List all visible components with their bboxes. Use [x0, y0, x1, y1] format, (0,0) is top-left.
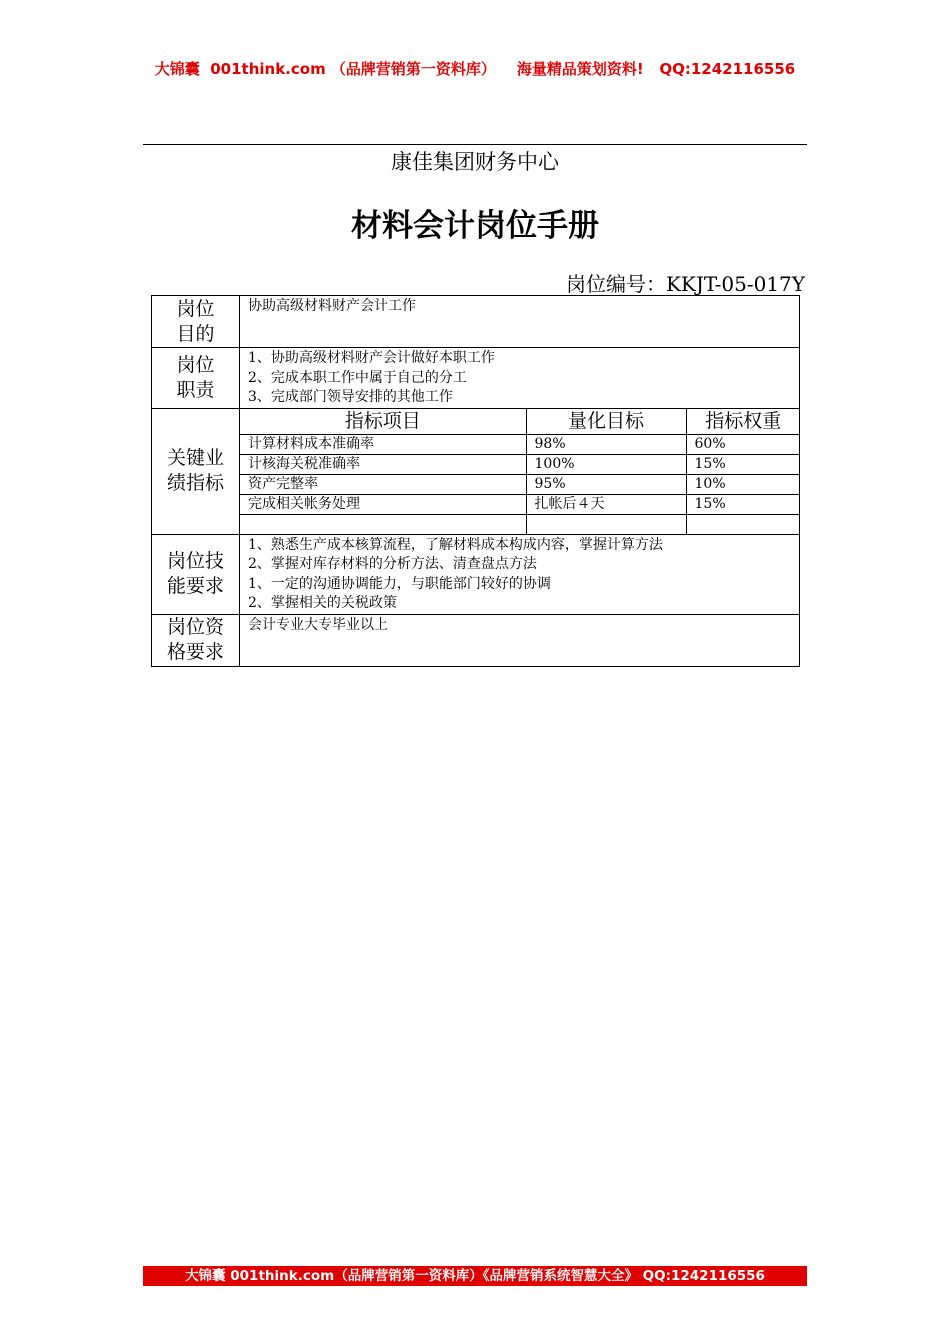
kpi-header-target: 量化目标: [526, 409, 686, 435]
duties-cell: [240, 348, 800, 409]
qualifications-text: 会计专业大专毕业以上: [248, 616, 388, 633]
organization-name: 康佳集团财务中心: [391, 150, 559, 174]
kpi-item: [240, 514, 526, 534]
purpose-label: 岗位目的: [152, 296, 240, 348]
kpi-target: [526, 514, 686, 534]
skill-item: 2、掌握相关的关税政策: [248, 595, 397, 611]
document-title: 材料会计岗位手册: [351, 208, 599, 244]
kpi-header-weight: 指标权重: [686, 409, 800, 435]
skills-cell: [240, 534, 800, 614]
skills-row: [152, 534, 800, 614]
position-table: [151, 295, 800, 667]
duty-item: 1、协助高级材料财产会计做好本职工作: [248, 350, 495, 366]
duties-label: 岗位职责: [152, 348, 240, 409]
kpi-header-item: 指标项目: [240, 409, 526, 435]
skill-item: 2、掌握对库存材料的分析方法、清查盘点方法: [248, 556, 537, 572]
kpi-target: 扎帐后４天: [526, 494, 686, 514]
kpi-table: [240, 409, 800, 534]
duty-item: 2、完成本职工作中属于自己的分工: [248, 369, 467, 386]
header-banner: 大锦囊 001think.com （品牌营销第一资料库） 海量精品策划资料! QQ:1242116556: [154, 60, 796, 78]
kpi-item: 完成相关帐务处理: [240, 494, 526, 514]
kpi-header-row: [240, 409, 800, 435]
header-rule: [143, 144, 807, 145]
skill-item: 1、熟悉生产成本核算流程，了解材料成本构成内容，掌握计算方法: [248, 536, 663, 553]
kpi-target: 100%: [526, 454, 686, 474]
kpi-weight: 15%: [686, 454, 800, 474]
kpi-item: 计核海关税准确率: [240, 454, 526, 474]
kpi-row: [152, 408, 800, 534]
purpose-cell: [240, 296, 800, 348]
kpi-target: 95%: [526, 474, 686, 494]
kpi-data-row: [240, 474, 800, 494]
kpi-weight: 15%: [686, 494, 800, 514]
kpi-target: 98%: [526, 434, 686, 454]
kpi-label: 关键业绩指标: [152, 408, 240, 534]
kpi-item: 计算材料成本准确率: [240, 434, 526, 454]
qualifications-label: 岗位资格要求: [152, 614, 240, 666]
kpi-weight: 10%: [686, 474, 800, 494]
duty-item: 3、完成部门领导安排的其他工作: [248, 389, 453, 405]
kpi-data-row: [240, 454, 800, 474]
qualifications-row: [152, 614, 800, 666]
skill-item: 1、一定的沟通协调能力，与职能部门较好的协调: [248, 575, 551, 592]
position-code: 岗位编号：KKJT-05-017Y: [565, 272, 805, 296]
duties-row: [152, 348, 800, 409]
skills-label: 岗位技能要求: [152, 534, 240, 614]
kpi-empty-row: [240, 514, 800, 534]
kpi-cell: [240, 408, 800, 534]
purpose-row: [152, 296, 800, 348]
kpi-weight: 60%: [686, 434, 800, 454]
footer-banner: 大锦囊 001think.com（品牌营销第一资料库）《品牌营销系统智慧大全》 QQ:1242116556: [143, 1266, 807, 1286]
kpi-item: 资产完整率: [240, 474, 526, 494]
kpi-weight: [686, 514, 800, 534]
purpose-text: 协助高级材料财产会计工作: [248, 298, 416, 314]
kpi-data-row: [240, 494, 800, 514]
kpi-data-row: [240, 434, 800, 454]
qualifications-cell: [240, 614, 800, 666]
